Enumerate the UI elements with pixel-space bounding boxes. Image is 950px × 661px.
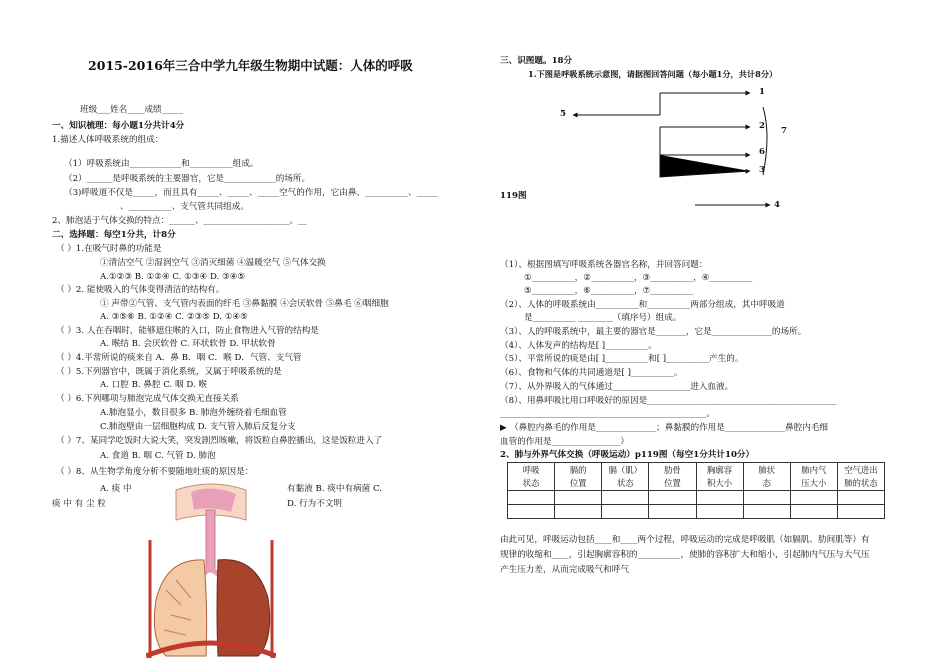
- r-q8: （8）、用鼻呼吸比用口呼吸好的原因是____________________________________________: [500, 396, 837, 406]
- r-section2-question: 2、肺与外界气体交换（呼吸运动）p119图（每空1分共计10分）: [500, 450, 755, 460]
- section3-heading: 三、识图题。18分: [500, 56, 573, 66]
- respiratory-system-illustration: [146, 480, 276, 661]
- diagram-label-6: 6: [759, 147, 765, 157]
- diagram-label-3: 3: [759, 165, 765, 175]
- s2-q5-answers: A. 口腔 B. 鼻腔 C. 咽 D. 喉: [100, 380, 207, 390]
- s1-q1-2: （2）______是呼吸系统的主要器官，它是____________的场所。: [64, 174, 311, 184]
- s2-q8-c: 痰 中 有 尘 粒: [52, 499, 106, 509]
- section3-sub: 1.下图是呼吸系统示意图，请据图回答问题（每小题1分，共计8分）: [528, 69, 778, 79]
- page-title: 2015-2016年三合中学九年级生物期中试题：人体的呼吸: [88, 58, 413, 73]
- s1-q1-1: （1）呼吸系统由____________和__________组成。: [64, 159, 259, 169]
- r-q1: （1）、根据图填写呼吸系统各器官名称，并回答问题：: [500, 260, 708, 270]
- student-info-line: 班级___姓名____成绩_____: [80, 105, 184, 115]
- table-header-row: [508, 463, 885, 491]
- s2-q2-options: ① 声带②气管、支气管内表面的纤毛 ③鼻黏膜 ④会厌软骨 ⑤鼻毛 ⑥咽细胞: [100, 299, 389, 309]
- r-para-1: 由此可见，呼吸运动包括____和____两个过程，呼吸运动的完成是呼吸肌（如膈肌、肋间肌等）有: [500, 535, 870, 545]
- s2-q3: （ ）3. 人在吞咽时，能够遮住喉的入口，防止食物进入气管的结构是: [56, 326, 319, 336]
- diagram-label-2: 2: [759, 121, 765, 131]
- table-header-cell: 膈的 位置: [555, 463, 602, 491]
- table-header-cell: 肺状 态: [743, 463, 790, 491]
- table-header-cell: 肋骨 位置: [649, 463, 696, 491]
- r-q5: （5）、平常所说的痰是由[ ]__________和[ ]__________产生的。: [500, 354, 744, 364]
- s2-q1-options: ①清洁空气 ②湿润空气 ③消灭细菌 ④温暖空气 ⑤气体交换: [100, 258, 326, 268]
- arrow-bullet-icon: ▶: [500, 423, 507, 433]
- section2-heading: 二、选择题：每空1分共，计8分: [52, 230, 176, 240]
- diagram-label-4: 4: [774, 200, 780, 210]
- r-q1-a: ①__________，②__________，③__________，④__________: [524, 273, 753, 283]
- r-q3: （3）、人的呼吸系统中，最主要的器官是_______，它是______________的场所。: [500, 327, 807, 337]
- s1-q2: 2、肺泡适于气体交换的特点：______、____________________。__: [52, 216, 307, 226]
- s1-q1-3: （3)呼吸道不仅是_____，而且具有_____、_____、_____空气的作用，它由鼻、__________、_____: [64, 188, 439, 198]
- s2-q1-answers: A.①②③ B. ①②④ C. ①③④ D. ③④⑤: [100, 272, 246, 282]
- r-nose-q: （鼻腔内鼻毛的作用是______________；鼻黏膜的作用是______________鼻腔内毛细: [510, 423, 828, 433]
- section1-heading: 一、知识梳理：每小题1分共计4分: [52, 121, 185, 131]
- s2-q7: （ ）7、某同学吃饭时大说大笑，突发剧烈咳嗽，将饭粒自鼻腔播出，这是饭粒进入了: [56, 436, 383, 446]
- table-header-cell: 肺内气 压大小: [790, 463, 837, 491]
- s1-q1-3b: 、__________、支气管共同组成。: [120, 202, 249, 212]
- r-q8-b: ________________________________________________。: [500, 409, 715, 419]
- gas-exchange-table: [507, 462, 885, 519]
- s2-q2-answers: A. ③⑤⑥ B. ①②④ C. ②③⑤ D. ①④⑤: [100, 312, 248, 322]
- r-q2: （2）、人体的呼吸系统由__________和__________两部分组成，其中呼吸道: [500, 300, 785, 310]
- r-para-3: 产生压力差，从而完成吸气和呼气: [500, 565, 629, 575]
- s2-q3-answers: A. 喉结 B. 会厌软骨 C. 环状软骨 D. 甲状软骨: [100, 339, 276, 349]
- s1-q1: 1.描述人体呼吸系统的组成：: [52, 135, 164, 145]
- r-q4: （4）、人体发声的结构是[ ]__________。: [500, 341, 657, 351]
- s2-q2: （ ）2. 能使吸入的气体变得清洁的结构有。: [56, 285, 225, 295]
- s2-q8-b: 有黏液 B. 痰中有病菌 C.: [287, 484, 382, 494]
- r-q6: （6）、食物和气体的共同通道是[ ]__________。: [500, 368, 683, 378]
- s2-q1: （ ）1.在吸气时鼻的功能是: [56, 244, 162, 254]
- table-header-cell: 胸廓容 积大小: [696, 463, 743, 491]
- s2-q8: （ ）8、从生物学角度分析不要随地吐痰的原因是：: [56, 467, 254, 477]
- r-q2-b: 是__________ ________（填序号）组成。: [524, 313, 682, 323]
- table-row: [508, 505, 885, 519]
- s2-q6: （ ）6.下列哪项与肺泡完成气体交换无直接关系: [56, 394, 239, 404]
- diagram-label-1: 1: [759, 87, 765, 97]
- table-header-cell: 膈（肌） 状态: [602, 463, 649, 491]
- diagram-caption: 119图: [500, 191, 527, 201]
- s2-q8-d: D. 行为不文明: [287, 499, 343, 509]
- table-header-cell: 空气进出 肺的状态: [837, 463, 884, 491]
- r-nose-q-b: 血管的作用是________________）: [500, 437, 629, 447]
- diagram-label-7: 7: [781, 126, 787, 136]
- diagram-label-5: 5: [560, 109, 566, 119]
- r-q1-b: ⑤__________，⑥__________，⑦__________: [524, 286, 694, 296]
- table-row: [508, 491, 885, 505]
- s2-q7-answers: A. 食道 B. 咽 C. 气管 D. 肺泡: [100, 451, 216, 461]
- s2-q8-a: A. 痰 中: [100, 484, 132, 494]
- s2-q6-ab: A.肺泡显小，数目很多 B. 肺泡外缠绕着毛细血管: [100, 408, 287, 418]
- s2-q6-cd: C.肺泡壁由一层细胞构成 D. 支气管入肺后反复分支: [100, 422, 296, 432]
- s2-q4: （ ）4.平常所说的痰来自 A．鼻 B．咽 C．喉 D．气管、支气管: [56, 353, 302, 363]
- r-q7: （7）、从外界吸入的气体通过__________________进入血液。: [500, 382, 734, 392]
- s2-q5: （ ）5.下列器官中，既属于消化系统，又属于呼吸系统的是: [56, 367, 282, 377]
- r-para-2: 规律的收缩和____，引起胸廓容积的__________，使肺的容积扩大和缩小，引起肺内气压与大气压: [500, 550, 870, 560]
- table-header-cell: 呼吸 状态: [508, 463, 555, 491]
